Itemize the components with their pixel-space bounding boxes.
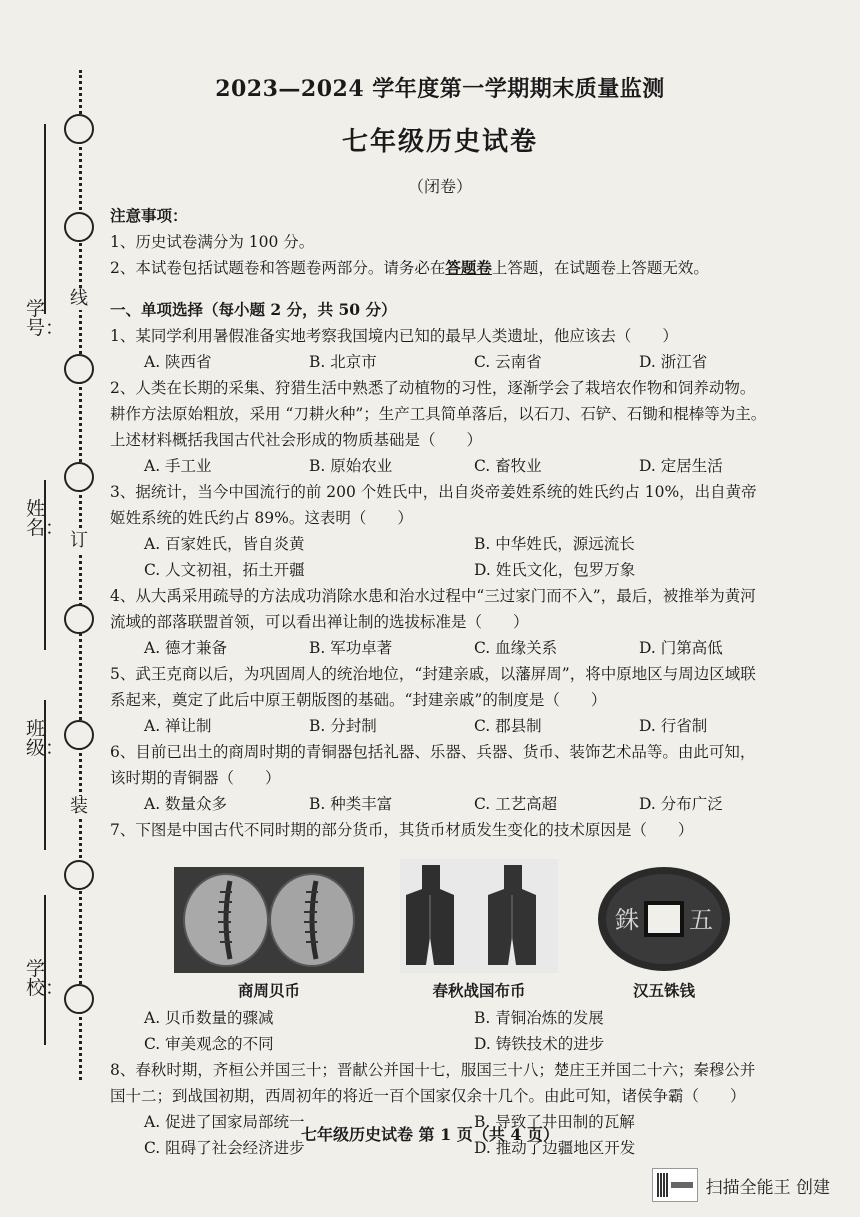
option-d: D. 推动了边疆地区开发 (474, 1139, 636, 1157)
question-stem: 5、武王克商以后，为巩固周人的统治地位，“封建亲戚，以藩屏周”，将中原地区与周边区域联系起来，奠定了此后中原王朝版图的基础。“封建亲戚”的制度是（ ） (110, 665, 756, 709)
question-options (110, 1005, 770, 1031)
notice-item-1: 1、历史试卷满分为 100 分。 (110, 233, 315, 251)
page-footer: 七年级历史试卷 第 1 页（共 4 页） (300, 1125, 560, 1144)
question-options (110, 1031, 770, 1057)
option-c: C. 畜牧业 (474, 457, 542, 475)
option-a: A. 陕西省 (144, 353, 212, 371)
option-a: A. 数量众多 (144, 795, 228, 813)
question-options (110, 349, 770, 375)
option-c: C. 工艺高超 (474, 795, 558, 813)
binding-hole (64, 984, 94, 1014)
option-d: D. 行省制 (639, 717, 708, 735)
notice-heading: 注意事项： (110, 206, 188, 225)
question-options (110, 791, 770, 817)
question-stem: 4、从大禹采用疏导的方法成功消除水患和治水过程中“三过家门而不入”，最后，被推举为黄河流域的部落联盟首领，可以看出禅让制的选拔标准是（ ） (110, 587, 756, 631)
cut-char-ding: 订 (70, 530, 88, 551)
question-options (110, 635, 770, 661)
cut-char-zhuang: 装 (70, 796, 88, 817)
option-d: D. 浙江省 (639, 353, 708, 371)
option-a: A. 促进了国家局部统一 (144, 1113, 305, 1131)
question-stem: 8、春秋时期，齐桓公并国三十；晋献公并国十七，服国三十八；楚庄王并国二十六；秦穆公并国十二；到战国初期，西周初年的将近一百个国家仅余十几个。由此可知，诸侯争霸（ ） (110, 1061, 756, 1105)
binding-hole (64, 114, 94, 144)
question-stem: 1、某同学利用暑假准备实地考察我国境内已知的最早人类遗址，他应该去（ ） (110, 327, 678, 345)
option-a: A. 德才兼备 (144, 639, 228, 657)
exam-note: （闭卷） (407, 177, 472, 196)
binding-hole (64, 860, 94, 890)
binding-hole (64, 354, 94, 384)
option-c: C. 云南省 (474, 353, 542, 371)
coin-figures (174, 859, 734, 1001)
option-c: C. 阻碍了社会经济进步 (144, 1139, 305, 1157)
option-a: A. 百家姓氏，皆自炎黄 (144, 535, 305, 553)
option-c: C. 人文初祖，拓土开疆 (144, 561, 305, 579)
wuzhu-coin-image (594, 865, 734, 973)
option-b: B. 中华姓氏，源远流长 (474, 535, 635, 553)
binding-margin (0, 60, 110, 1080)
option-a: A. 禅让制 (144, 717, 212, 735)
option-b: B. 北京市 (309, 353, 377, 371)
exam-subject: 七年级历史试卷 (341, 127, 538, 157)
question-options (110, 557, 770, 583)
shell-coin-image (174, 867, 364, 973)
cut-char-xian: 线 (70, 288, 88, 309)
section-title: 一、单项选择（每小题 2 分，共 50 分） (110, 300, 397, 319)
wuzhu-coin-figure (594, 865, 734, 1001)
notice-item-2: 2、本试卷包括试题卷和答题卷两部分。请务必在答题卷上答题，在试题卷上答题无效。 (110, 258, 709, 277)
question-stem: 3、据统计，当今中国流行的前 200 个姓氏中，出自炎帝姜姓系统的姓氏约占 10%，出自黄帝姬姓系统的姓氏约占 89%。这表明（ ） (110, 483, 757, 527)
option-b: B. 种类丰富 (309, 795, 393, 813)
coin-inscription-left: 銖 (615, 906, 639, 934)
school-label: 学校： (26, 958, 65, 999)
question-stem: 2、人类在长期的采集、狩猎生活中熟悉了动植物的习性，逐渐学会了栽培农作物和饲养动物。耕作方法原始粗放，采用 “刀耕火种”；生产工具简单落后，以石刀、石铲、石锄和棍棒等为主。上述材料概括我国古代社会形成的物质基础是（ ） (110, 379, 767, 449)
option-b: B. 导致了井田制的瓦解 (474, 1113, 635, 1131)
option-d: D. 分布广泛 (639, 795, 723, 813)
question-options (110, 713, 770, 739)
name-label: 姓名： (26, 498, 65, 539)
student-id-label: 学号： (26, 298, 65, 339)
spade-coin-image (400, 859, 558, 973)
coin-inscription-right: 五 (689, 906, 713, 934)
question-options (110, 453, 770, 479)
option-a: A. 贝币数量的骤减 (144, 1009, 274, 1027)
option-b: B. 原始农业 (309, 457, 393, 475)
option-d: D. 铸铁技术的进步 (474, 1035, 605, 1053)
binding-hole (64, 462, 94, 492)
question-stem: 6、目前已出土的商周时期的青铜器包括礼器、乐器、兵器、货币、装饰艺术品等。由此可知，该时期的青铜器（ ） (110, 743, 756, 787)
shell-coin-caption: 商周贝币 (237, 982, 300, 1000)
spade-coin-figure (400, 859, 558, 1001)
option-a: A. 手工业 (144, 457, 212, 475)
binding-hole (64, 212, 94, 242)
option-c: C. 郡县制 (474, 717, 542, 735)
spade-coin-caption: 春秋战国布币 (432, 982, 526, 1000)
option-d: D. 门第高低 (639, 639, 723, 657)
student-id-line (44, 124, 46, 314)
binding-hole (64, 720, 94, 750)
option-c: C. 血缘关系 (474, 639, 558, 657)
option-d: D. 姓氏文化，包罗万象 (474, 561, 636, 579)
shell-coin-figure (174, 867, 364, 1001)
watermark-text: 扫描全能王 创建 (705, 1177, 830, 1198)
exam-title: 2023—2024 学年度第一学期期末质量监测 (215, 76, 665, 102)
option-b: B. 军功卓著 (309, 639, 393, 657)
option-b: B. 分封制 (309, 717, 377, 735)
option-c: C. 审美观念的不同 (144, 1035, 274, 1053)
exam-content (110, 72, 770, 1161)
option-d: D. 定居生活 (639, 457, 723, 475)
class-label: 班级： (26, 718, 65, 759)
wuzhu-coin-caption: 汉五铢钱 (632, 982, 695, 1000)
scanner-watermark (652, 1168, 830, 1202)
question-stem: 7、下图是中国古代不同时期的部分货币，其货币材质发生变化的技术原因是（ ） (110, 821, 694, 839)
binding-hole (64, 604, 94, 634)
question-options (110, 531, 770, 557)
option-b: B. 青铜冶炼的发展 (474, 1009, 604, 1027)
scanner-logo-icon (652, 1168, 698, 1202)
